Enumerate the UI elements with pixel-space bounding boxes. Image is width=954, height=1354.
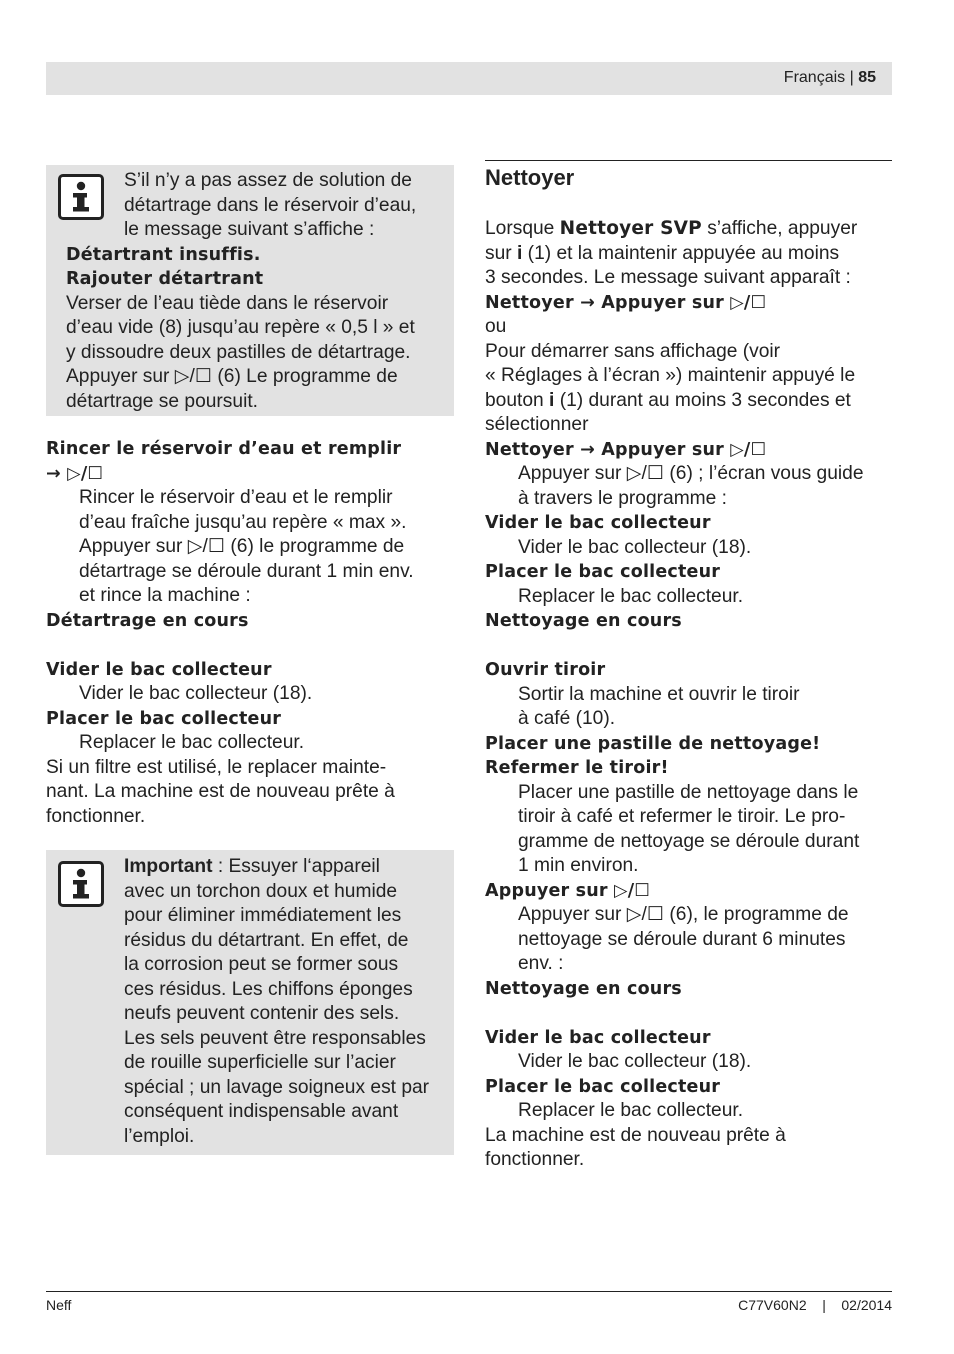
info1-body-line: d’eau vide (8) jusqu’au repère « 0,5 l » et [66,317,415,338]
display-message: Rajouter détartrant [66,269,264,289]
display-message: Détartrant insuffis. [66,244,261,265]
info1-body-line: Appuyer sur ▷/☐ (6) Le programme de [66,366,398,387]
display-message: Détartrage en cours [46,610,249,631]
info1-body-line: détartrage se poursuit. [66,390,258,412]
alt-line: sélectionner [485,414,589,435]
intro-line: 3 secondes. Le message suivant apparaît : [485,267,851,288]
body-line: fonctionner. [46,805,146,827]
text: s’affiche, appuyer [701,218,858,239]
section-title: Nettoyer [485,165,575,190]
info2-line: résidus du détartrant. En effet, de [124,929,409,951]
alt-line: « Réglages à l’écran ») maintenir appuyé le [485,365,856,386]
display-message: Nettoyer → Appuyer sur ▷/☐ [485,292,767,313]
body-line: nant. La machine est de nouveau prête à [46,781,395,802]
step-body-line: Placer une pastille de nettoyage dans le [518,781,859,803]
text: (1) durant au moins 3 secondes et [554,389,851,411]
step-heading: Placer une pastille de nettoyage! [485,733,821,754]
or-text: ou [485,316,507,337]
info2-line: l’emploi. [124,1125,195,1147]
header-text: Français | 85 [783,69,876,86]
footer-model: C77V60N2 [738,1297,807,1313]
body-line: fonctionner. [485,1149,585,1170]
step-body-line: Rincer le réservoir d’eau et le remplir [79,487,393,508]
display-message: Nettoyage en cours [485,978,682,999]
section-heading [485,160,892,191]
step-body-line: 1 min environ. [518,855,639,876]
step-heading: Ouvrir tiroir [485,660,606,680]
step-heading: → ▷/☐ [46,463,104,484]
info1-line: le message suivant s’affiche : [124,219,375,240]
info1-line: S’il n’y a pas assez de solution de [124,170,412,191]
info1-line: détartrage dans le réservoir d’eau, [124,194,417,216]
step-heading: Vider le bac collecteur [46,659,272,680]
step-body-line: Vider le bac collecteur (18). [518,536,752,558]
info2-line: avec un torchon doux et humide [124,880,398,902]
step-body-line: Appuyer sur ▷/☐ (6), le programme de [518,904,849,925]
step-heading: Refermer le tiroir! [485,758,669,778]
intro-line [485,242,892,267]
step-body-line: Appuyer sur ▷/☐ (6) le programme de [79,536,405,557]
step-heading: Vider le bac collecteur [485,1027,711,1048]
step-body-line: Sortir la machine et ouvrir le tiroir [518,683,800,705]
info2-line: la corrosion peut se former sous [124,954,399,975]
body-line: Si un filtre est utilisé, le replacer mainte- [46,756,387,778]
step-body-line: d’eau fraîche jusqu’au repère « max ». [79,511,407,533]
alt-line: Pour démarrer sans affichage (voir [485,340,781,362]
step-heading: Placer le bac collecteur [485,1076,721,1097]
step-heading: Rincer le réservoir d’eau et remplir [46,439,402,459]
step-heading: Placer le bac collecteur [485,562,721,582]
step-body-line: gramme de nettoyage se déroule durant [518,830,860,852]
text: (1) et la maintenir appuyée au moins [522,242,840,264]
footer-brand: Neff [46,1297,72,1313]
info-icon [58,174,104,220]
header-language: Français [783,69,846,86]
intro-line [485,217,892,242]
step-body-line: à travers le programme : [518,487,728,509]
step-body-line: Appuyer sur ▷/☐ (6) ; l’écran vous guide [518,463,864,484]
important-label: Important [124,856,213,877]
info-icon [58,861,104,907]
step-body-line: Replacer le bac collecteur. [79,732,305,753]
text: Lorsque [485,218,560,239]
footer-info [738,1297,892,1313]
display-message: Nettoyer → Appuyer sur ▷/☐ [485,439,767,460]
info1-body-line: y dissoudre deux pastilles de détartrage. [66,341,411,363]
step-heading: Placer le bac collecteur [46,708,282,729]
step-body-line: à café (10). [518,708,616,729]
footer-date: 02/2014 [841,1297,892,1313]
alt-line [485,389,892,414]
step-body-line: Vider le bac collecteur (18). [518,1051,752,1072]
display-message: Nettoyage en cours [485,611,682,631]
step-heading: Appuyer sur ▷/☐ [485,880,651,901]
left-column [46,437,454,829]
page-number: 85 [858,69,876,86]
step-heading: Vider le bac collecteur [485,513,711,533]
step-body-line: Replacer le bac collecteur. [518,585,744,607]
step-body-line: env. : [518,953,564,974]
body-line: La machine est de nouveau prête à [485,1124,786,1146]
info2-line: conséquent indispensable avant [124,1101,399,1122]
info-button-label: i [549,389,555,411]
footer-rule [46,1291,892,1292]
display-message: Nettoyer SVP [559,218,702,239]
info1-body-line: Verser de l’eau tiède dans le réservoir [66,292,389,314]
step-body-line: nettoyage se déroule durant 6 minutes [518,928,846,950]
info-box-important [46,850,454,1155]
step-body-line: Replacer le bac collecteur. [518,1100,744,1121]
footer-separator: | [822,1297,826,1313]
info-box-descaling [46,165,454,416]
info2-line: : Essuyer l‘appareil [212,856,380,877]
page-header [46,62,892,95]
info2-line: Les sels peuvent être responsables [124,1027,426,1049]
text: sur [485,242,517,264]
info-button-label: i [517,242,523,264]
right-column [485,217,892,1173]
step-body-line: tiroir à café et refermer le tiroir. Le pro- [518,806,846,827]
step-body-line: Vider le bac collecteur (18). [79,683,313,704]
info2-line: spécial ; un lavage soigneux est par [124,1076,430,1098]
step-body-line: détartrage se déroule durant 1 min env. [79,560,414,582]
step-body-line: et rince la machine : [79,585,251,606]
info2-line: de rouille superficielle sur l’acier [124,1052,396,1073]
info2-line: pour éliminer immédiatement les [124,905,402,926]
info2-line: ces résidus. Les chiffons éponges [124,978,413,1000]
text: bouton [485,389,550,411]
info2-line: neufs peuvent contenir des sels. [124,1003,400,1024]
